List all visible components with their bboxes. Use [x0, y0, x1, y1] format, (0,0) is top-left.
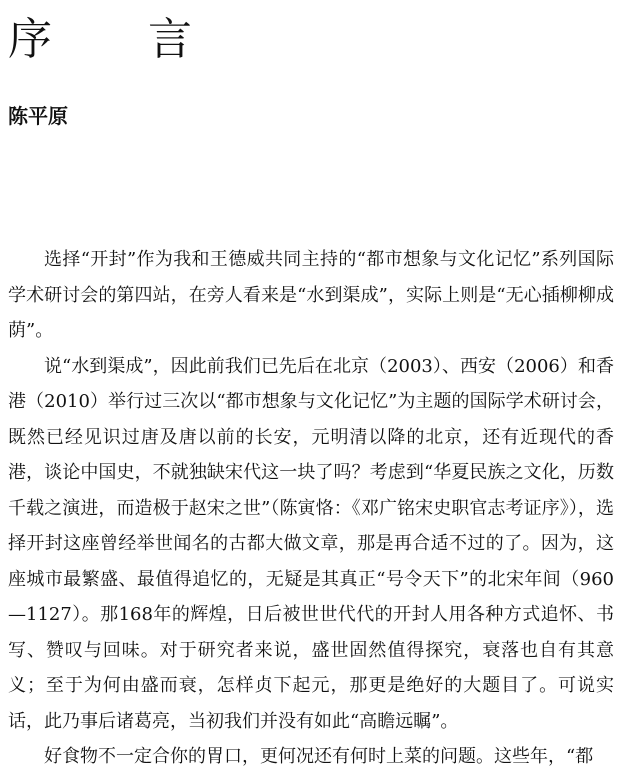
document-body: [8, 242, 614, 775]
paragraph-1: 选择“开封”作为我和王德威共同主持的“都市想象与文化记忆”系列国际学术研讨会的第四站，在旁人看来是“水到渠成”，实际上则是“无心插柳柳成荫”。: [8, 249, 614, 341]
paragraph-3: 好食物不一定合你的胃口，更何况还有何时上菜的问题。这些年，“都: [44, 746, 594, 767]
preface-title: 序 言: [8, 14, 218, 65]
author-name: 陈平原: [8, 104, 68, 128]
paragraph-2: 说“水到渠成”，因此前我们已先后在北京（2003）、西安（2006）和香港（2010）举行过三次以“都市想象与文化记忆”为主题的国际学术研讨会，既然已经见识过唐及唐以前的长安，元明清以降的北京，还有近现代的香港，谈论中国史，不就独缺宋代这一块了吗？考虑到“华夏民族之文化，历数千载之演进，而造极于赵宋之世”（陈寅恪：《邓广铭宋史职官志考证序》），选择开封这座曾经举世闻名的古都大做文章，那是再合适不过的了。因为，这座城市最繁盛、最值得追忆的，无疑是其真正“号令天下”的北宋年间（960—1127）。那168年的辉煌，日后被世世代代的开封人用各种方式追怀、书写、赞叹与回味。对于研究者来说，盛世固然值得探究，衰落也自有其意义；至于为何由盛而衰，怎样贞下起元，那更是绝好的大题目了。可说实话，此乃事后诸葛亮，当初我们并没有如此“高瞻远瞩”。: [8, 355, 614, 732]
